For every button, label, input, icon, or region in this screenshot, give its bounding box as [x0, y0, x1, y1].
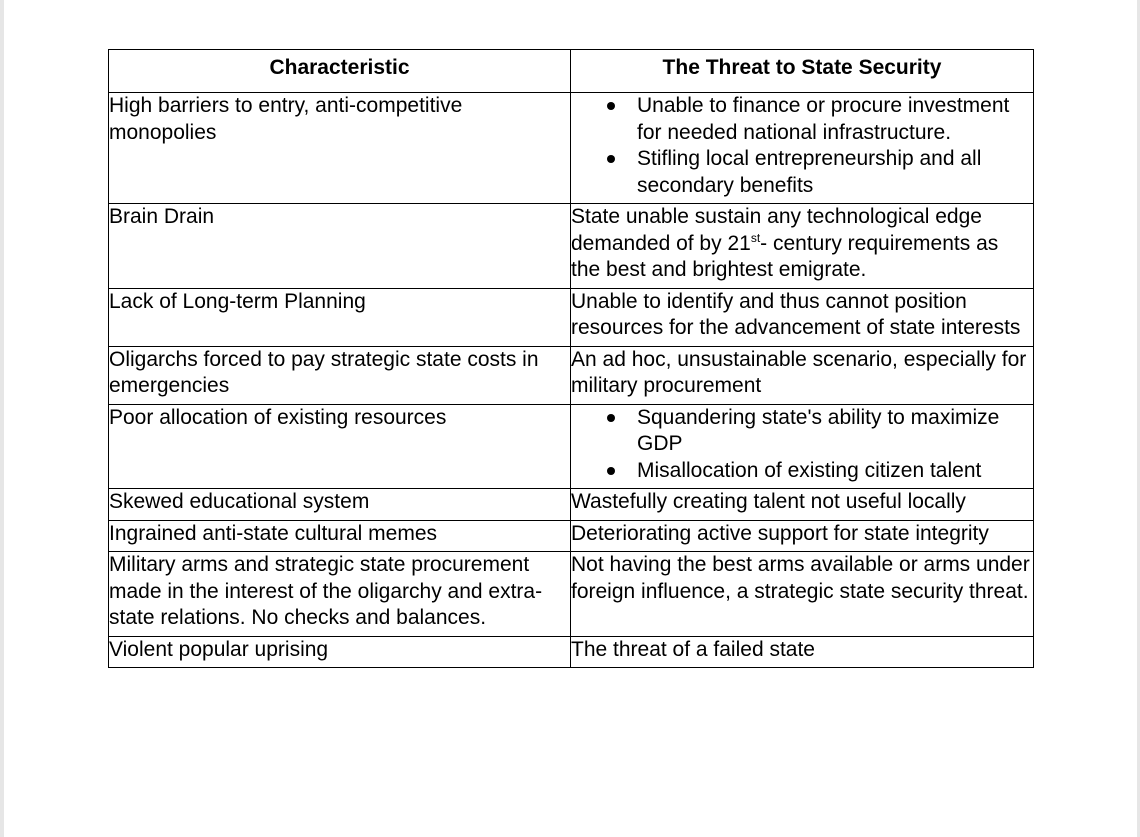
- table-row: [109, 636, 1034, 668]
- page-edge-left: [0, 0, 4, 837]
- threat-bullet-text: Misallocation of existing citizen talent: [637, 458, 982, 482]
- characteristic-cell: High barriers to entry, anti-competitive monopolies: [109, 93, 571, 204]
- bullet-icon: [607, 102, 615, 110]
- ordinal-superscript: st: [750, 230, 761, 245]
- characteristic-cell: Brain Drain: [109, 204, 571, 289]
- table-row: [109, 489, 1034, 521]
- threat-bullet-item: [571, 405, 1033, 458]
- threat-cell: The threat of a failed state: [571, 636, 1034, 668]
- threat-cell: Not having the best arms available or arms under foreign influence, a strategic state security threat.: [571, 552, 1034, 637]
- characteristic-cell: Military arms and strategic state procurement made in the interest of the oligarchy and extra-state relations. No checks and balances.: [109, 552, 571, 637]
- header-threat: The Threat to State Security: [571, 50, 1034, 93]
- threat-bullet-text: Squandering state's ability to maximize GDP: [637, 405, 1000, 455]
- table-row: [109, 93, 1034, 204]
- characteristic-cell: Lack of Long-term Planning: [109, 288, 571, 346]
- threat-bullet-item: [571, 458, 1033, 485]
- characteristic-cell: Violent popular uprising: [109, 636, 571, 668]
- threat-bullet-text: Unable to finance or procure investment for needed national infrastructure.: [637, 94, 1010, 144]
- characteristic-cell: Skewed educational system: [109, 489, 571, 521]
- threat-text-pre: State unable sustain any technological edge demanded of by 21: [571, 205, 982, 255]
- table-row: [109, 288, 1034, 346]
- threat-cell: An ad hoc, unsustainable scenario, especially for military procurement: [571, 346, 1034, 404]
- threat-bullet-list: [571, 405, 1033, 485]
- threat-cell: Unable to identify and thus cannot position resources for the advancement of state interests: [571, 288, 1034, 346]
- table-row: [109, 346, 1034, 404]
- threat-bullet-item: [571, 93, 1033, 146]
- threat-cell: Deteriorating active support for state integrity: [571, 520, 1034, 552]
- bullet-icon: [607, 467, 615, 475]
- threat-text-post: - century requirements as the best and brightest emigrate.: [571, 231, 999, 281]
- threat-bullet-item: [571, 146, 1033, 199]
- table-row: [109, 404, 1034, 489]
- header-row: [109, 50, 1034, 93]
- bullet-icon: [607, 155, 615, 163]
- bullet-icon: [607, 414, 615, 422]
- characteristic-cell: Oligarchs forced to pay strategic state costs in emergencies: [109, 346, 571, 404]
- threat-cell: [571, 404, 1034, 489]
- table-row: [109, 204, 1034, 289]
- threat-bullet-list: [571, 93, 1033, 199]
- threat-cell: [571, 204, 1034, 289]
- table-row: [109, 520, 1034, 552]
- table-row: [109, 552, 1034, 637]
- threat-bullet-text: Stifling local entrepreneurship and all secondary benefits: [637, 147, 982, 197]
- threat-cell: Wastefully creating talent not useful locally: [571, 489, 1034, 521]
- characteristic-cell: Ingrained anti-state cultural memes: [109, 520, 571, 552]
- header-characteristic: Characteristic: [109, 50, 571, 93]
- characteristic-cell: Poor allocation of existing resources: [109, 404, 571, 489]
- threat-table: [108, 49, 1034, 668]
- threat-cell: [571, 93, 1034, 204]
